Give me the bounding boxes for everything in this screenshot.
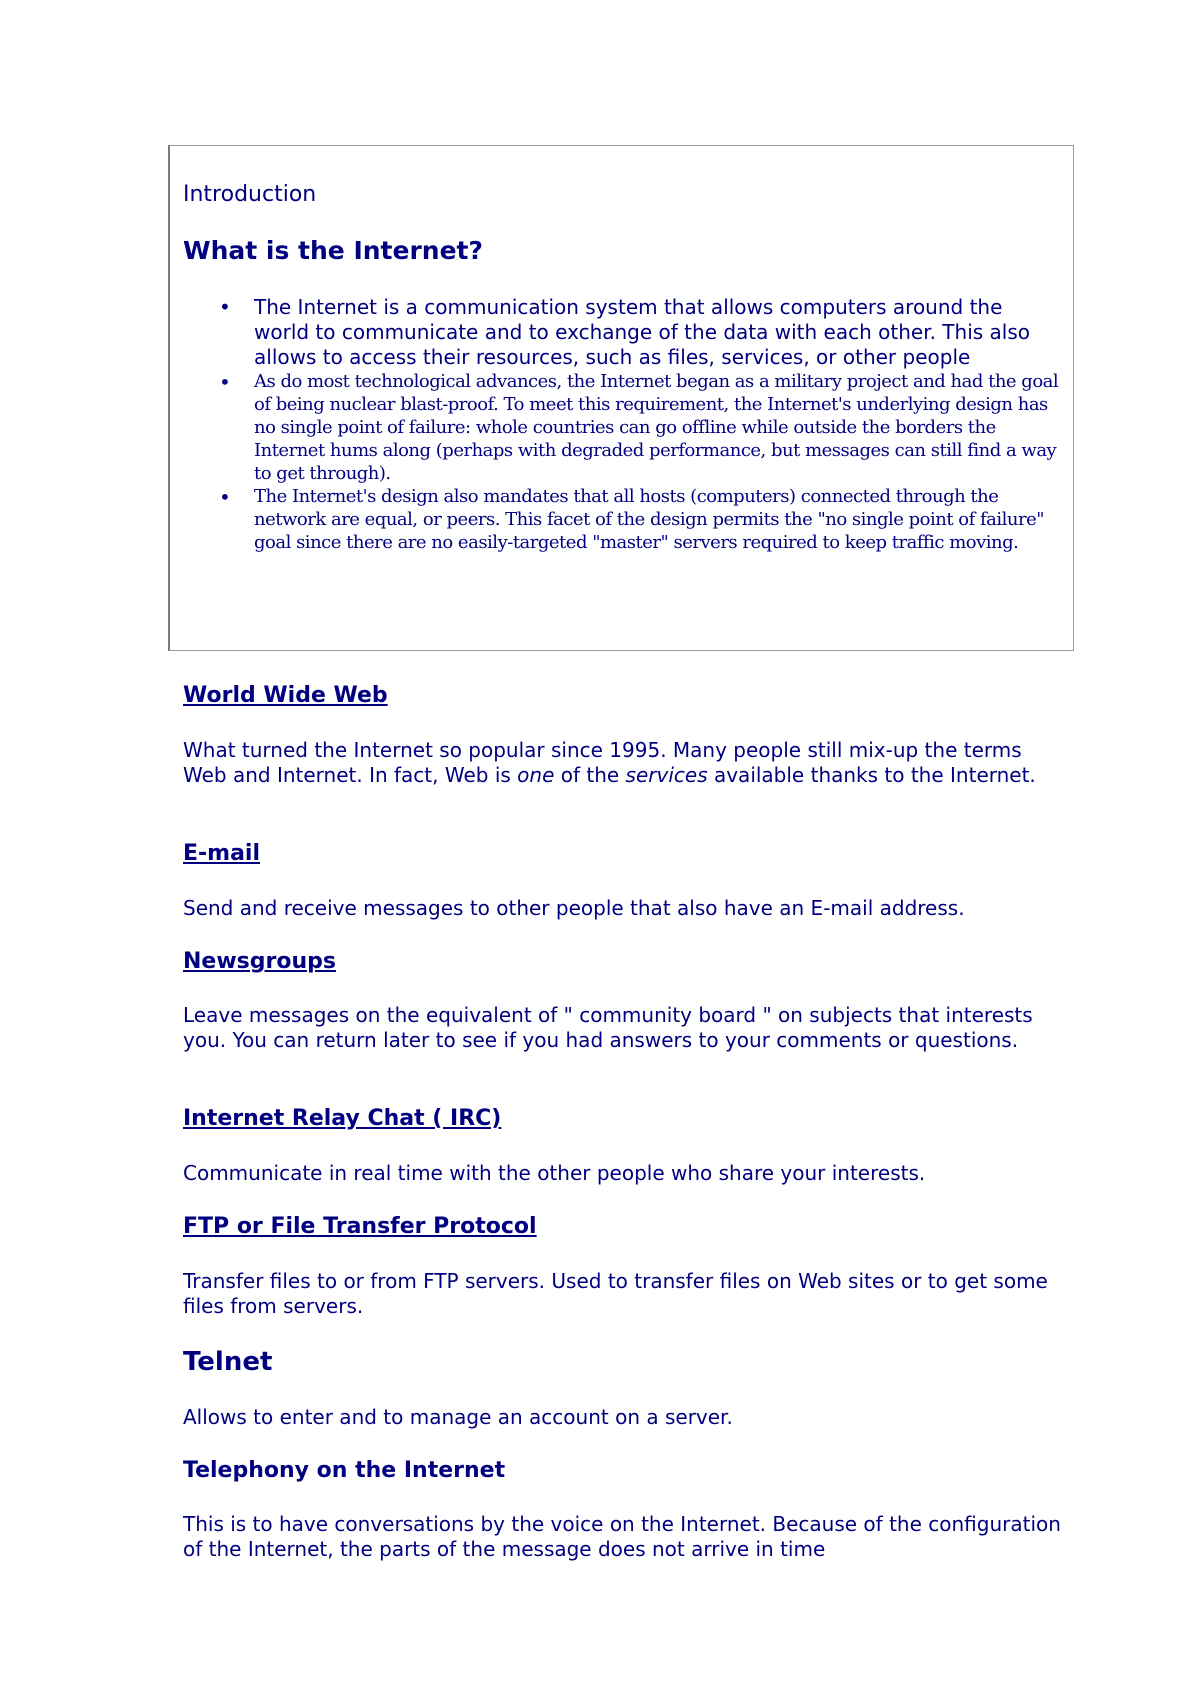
intro-label: Introduction [183,182,317,207]
intro-bullet [183,370,1063,485]
bullet-text: As do most technological advances, the Internet began as a military project and had the goal of being nuclear blast-proof. To meet this requirement, the Internet's underlying design has no single point of failure: whole countries can go offline while outside the borders the Internet hums along (perhaps with degraded performance, but messages can still find a way to get through). [254,371,1059,484]
bullet-icon: • [219,485,231,509]
link-irc[interactable]: Internet Relay Chat ( IRC) [183,1106,502,1131]
link-ftp[interactable]: FTP or File Transfer Protocol [183,1214,537,1239]
bullet-text: The Internet is a communication system that allows computers around the world to communicate and to exchange of the data with each other. This also allows to access their resources, such as files, services, or other people [254,295,1030,369]
irc-description: Communicate in real time with the other people who share your interests. [183,1161,926,1185]
intro-title: What is the Internet? [183,236,483,265]
intro-bullet [183,295,1063,370]
telephony-description: This is to have conversations by the voice on the Internet. Because of the configuration of the Internet, the parts of the message does not arrive in time [183,1512,1061,1561]
bullet-icon: • [219,370,231,394]
link-email[interactable]: E-mail [183,841,261,866]
www-text-c: available thanks to the Internet. [707,763,1036,787]
link-newsgroups[interactable]: Newsgroups [183,949,336,974]
bullet-text: The Internet's design also mandates that all hosts (computers) connected through the network are equal, or peers. This facet of the design permits the "no single point of failure" goal since there are no easily-targeted "master" servers required to keep traffic moving. [254,486,1045,553]
intro-bullet [183,485,1063,554]
www-description [183,738,1063,788]
www-text-em-services: services [625,763,708,787]
intro-bullet-list [183,295,1063,554]
www-text-em-one: one [517,763,555,787]
newsgroups-description: Leave messages on the equivalent of " community board " on subjects that interests you. You can return later to see if you had answers to your comments or questions. [183,1003,1033,1052]
link-world-wide-web[interactable]: World Wide Web [183,683,388,708]
www-text-b: of the [554,763,626,787]
bullet-icon: • [219,295,231,319]
telephony-heading: Telephony on the Internet [183,1458,506,1483]
ftp-description: Transfer files to or from FTP servers. Used to transfer files on Web sites or to get some files from servers. [183,1269,1048,1318]
telnet-heading: Telnet [183,1347,273,1377]
www-text-a: What turned the Internet so popular since 1995. Many people still mix-up the terms Web and Internet. In fact, Web is [183,738,1022,787]
email-description: Send and receive messages to other people that also have an E-mail address. [183,896,965,920]
telnet-description: Allows to enter and to manage an account on a server. [183,1405,733,1429]
